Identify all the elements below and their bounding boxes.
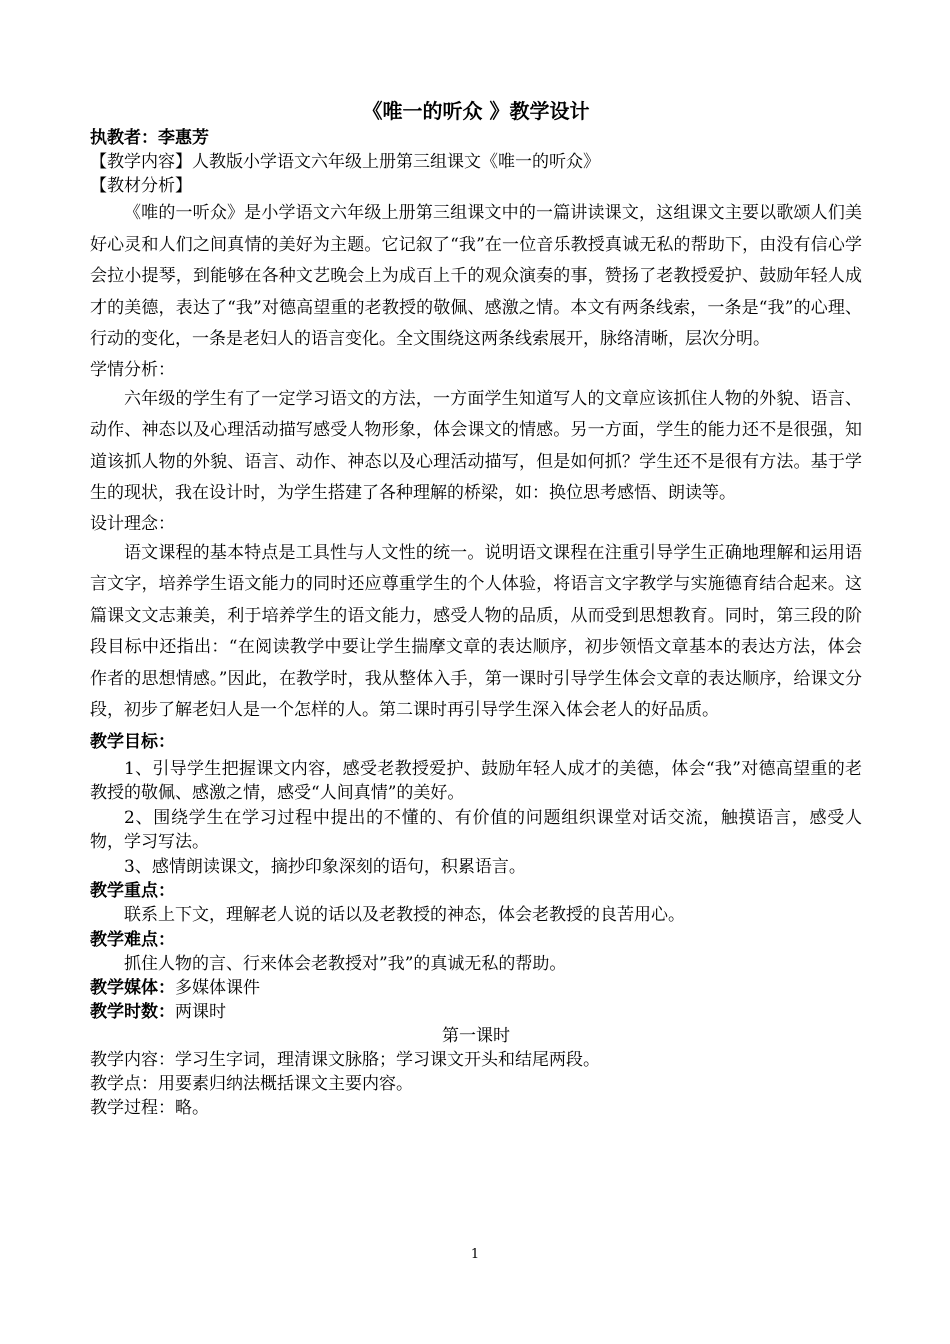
document-title: 《唯一的听众 》教学设计 [362,99,590,123]
analysis-paragraph: 《唯的一听众》是小学语文六年级上册第三组课文中的一篇讲读课文，这组课文主要以歌颂人们美好心灵和人们之间真情的美好为主题。它记叙了“我”在一位音乐教授真诚无私的帮助下，由没有信心学会拉小提琴，到能够在各种文艺晚会上为成百上千的观众演奏的事，赞扬了老教授爱护、鼓励年轻人成才的美德，表达了“我”对德高望重的老教授的敬佩、感激之情。本文有两条线索，一条是“我”的心理、行动的变化，一条是老妇人的语言变化。全文围绕这两条线索展开，脉络清晰，层次分明。 [90,203,862,349]
lesson1-point: 教学点：用要素归纳法概括课文主要内容。 [90,1074,413,1094]
goal-item-3: 3、感情朗读课文，摘抄印象深刻的语句，积累语言。 [124,856,526,877]
lesson1-title: 第一课时 [442,1026,510,1046]
media-line [90,976,862,1000]
key-heading: 教学重点： [90,881,175,901]
media-label: 教学媒体： [90,978,175,998]
goal-item-1: 1、引导学生把握课文内容，感受老教授爱护、鼓励年轻人成才的美德，体会“我”对德高望重的老教授的敬佩、感激之情，感受“人间真情”的美好。 [90,758,862,803]
lesson1-content: 教学内容：学习生字词，理清课文脉胳；学习课文开头和结尾两段。 [90,1050,600,1070]
goal-item-2: 2、围绕学生在学习过程中提出的不懂的、有价值的问题组织课堂对话交流，触摸语言，感受人物，学习写法。 [90,807,862,852]
design-heading: 设计理念： [90,513,175,534]
page-number: 1 [470,1247,480,1262]
teaching-content-line: 【教学内容】人教版小学语文六年级上册第三组课文《唯一的听众》 [90,152,600,172]
hours-label: 教学时数： [90,1002,175,1022]
hours-value: 两课时 [175,1002,226,1022]
author-line [90,126,862,150]
analysis-heading: 【教材分析】 [90,176,192,196]
goals-heading: 教学目标： [90,731,175,752]
lesson1-process: 教学过程：略。 [90,1098,209,1118]
author-label: 执教者： [90,128,158,148]
media-value: 多媒体课件 [175,978,260,998]
student-paragraph: 六年级的学生有了一定学习语文的方法，一方面学生知道写人的文章应该抓住人物的外貌、语言、动作、神态以及心理活动描写感受人物形象，体会课文的情感。另一方面，学生的能力还不是很强，知道该抓人物的外貌、语言、动作、神态以及心理活动描写，但是如何抓？学生还不是很有方法。基于学生的现状，我在设计时，为学生搭建了各种理解的桥梁，如：换位思考感悟、朗读等。 [90,388,862,503]
hours-line [90,1000,862,1024]
student-heading: 学情分析： [90,359,175,380]
author-name: 李惠芳 [158,128,209,148]
difficulty-heading: 教学难点： [90,929,175,950]
difficulty-paragraph: 抓住人物的言、行来体会老教授对”我”的真诚无私的帮助。 [124,953,567,974]
document-body [90,96,862,1120]
design-paragraph: 语文课程的基本特点是工具性与人文性的统一。说明语文课程在注重引导学生正确地理解和运用语言文字，培养学生语文能力的同时还应尊重学生的个人体验，将语言文字教学与实施德育结合起来。这篇课文文志兼美，利于培养学生的语文能力，感受人物的品质，从而受到思想教育。同时，第三段的阶段目标中还指出：“在阅读教学中要让学生揣摩文章的表达顺序，初步领悟文章基本的表达方法，体会作者的思想情感。”因此，在教学时，我从整体入手，第一课时引导学生体会文章的表达顺序，给课文分段，初步了解老妇人是一个怎样的人。第二课时再引导学生深入体会老人的好品质。 [90,542,862,720]
key-paragraph: 联系上下文，理解老人说的话以及老教授的神态，体会老教授的良苦用心。 [124,905,685,925]
